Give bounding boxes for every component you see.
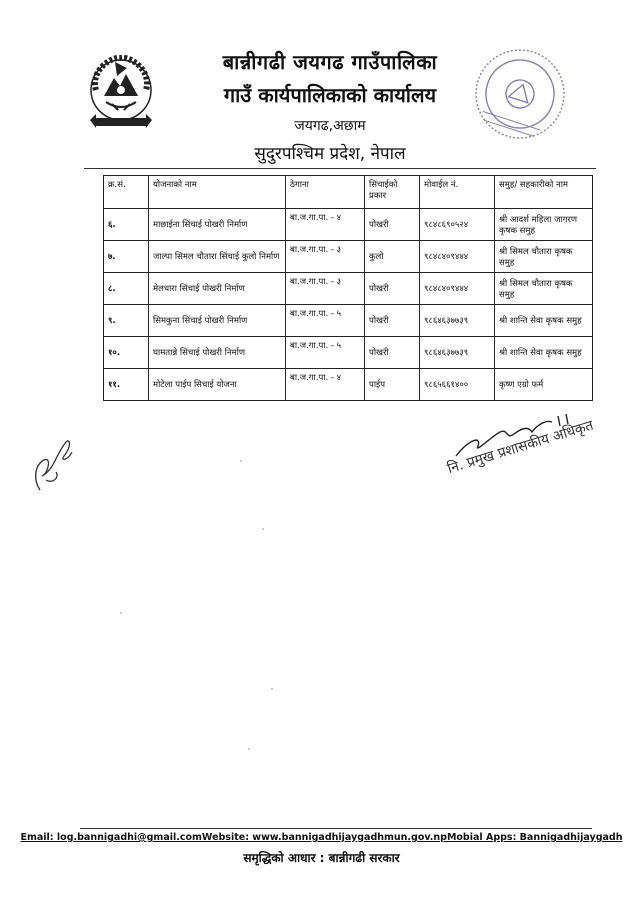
cell-mobile: ९८६४६३७७३९ [420,305,495,337]
cell-mobile: ९८४८६९०५२४ [420,209,495,241]
cell-serial: ११. [104,369,149,401]
scan-speck [271,688,273,690]
cell-group-name: श्री सिमल चौतारा कृषक समुह [495,241,593,273]
table-row [104,337,593,369]
cell-mobile: ९८६४६३७७३९ [420,337,495,369]
cell-serial: १०. [104,337,149,369]
footer-slogan: समृद्धिको आधार : बान्नीगढी सरकार [243,851,400,865]
cell-project-name: माछाईना सिंचाई पोखरी निर्माण [149,209,286,241]
table-header-row [104,176,593,209]
cell-group-name: श्री शान्ति सेवा कृषक समुह [495,305,593,337]
scan-speck [120,612,122,614]
cell-address: बा.ज.गा.पा. - ३ [286,273,365,305]
footer-contact-line: Email: log.bannigadhi@gmail.comWebsite: www.bannigadhijaygadhmun.gov.npMobial Apps: Bannigadhijaygadh [20,832,623,843]
col-header-serial: क्र.सं. [104,176,149,209]
cell-irrigation-type: पोखरी [365,337,420,369]
office-address: जयगढ,अछाम [294,118,366,134]
cell-address: बा.ज.गा.पा. - ३ [286,241,365,273]
header-separator [84,168,596,169]
footer [0,832,643,866]
office-name: गाउँ कार्यपालिकाको कार्यालय [223,83,437,107]
col-header-project-name: योजनाको नाम [149,176,286,209]
nepal-emblem-logo [82,50,160,136]
cell-address: बा.ज.गा.पा. - ५ [286,337,365,369]
cell-irrigation-type: पोखरी [365,305,420,337]
col-header-mobile: मोवाईल नं. [420,176,495,209]
cell-group-name: श्री आदर्श महिला जागरण कृषक समुह [495,209,593,241]
letterhead [150,48,510,164]
cell-mobile: ९८६५६६१४०० [420,369,495,401]
cell-group-name: श्री सिमल चौतारा कृषक समुह [495,273,593,305]
col-header-irrigation-type: सिंचाईको प्रकार [365,176,420,209]
scan-speck [240,460,242,462]
cell-serial: ७. [104,241,149,273]
footer-separator [80,828,592,829]
cell-address: बा.ज.गा.पा. - ४ [286,209,365,241]
cell-mobile: ९८४८४०९४४४ [420,241,495,273]
office-stamp [470,44,570,144]
cell-project-name: सिमकुना सिंचाई पोखरी निर्माण [149,305,286,337]
table-row [104,273,593,305]
table-row [104,209,593,241]
cell-project-name: मेलधारा सिंचाई पोखरी निर्माण [149,273,286,305]
cell-irrigation-type: पोखरी [365,273,420,305]
handwritten-initials [26,430,82,498]
cell-project-name: जाल्पा सिमल चौतारा सिंचाई कुलो निर्माण [149,241,286,273]
projects-table [103,175,593,401]
cell-serial: ८. [104,273,149,305]
province-name: सुदुरपश्चिम प्रदेश, नेपाल [254,144,406,164]
table-row [104,241,593,273]
cell-irrigation-type: कुलो [365,241,420,273]
scan-speck [248,748,250,750]
cell-mobile: ९८४८४०९४४४ [420,273,495,305]
cell-address: बा.ज.गा.पा. - ४ [286,369,365,401]
col-header-group-name: समुह/ सहकारीको नाम [495,176,593,209]
cell-irrigation-type: पोखरी [365,209,420,241]
municipality-name: बान्नीगढी जयगढ गाउँपालिका [222,50,438,74]
cell-project-name: मोटेला पाईप सिचाई योजना [149,369,286,401]
scan-speck [262,528,264,530]
table-row [104,305,593,337]
cell-group-name: श्री शान्ति सेवा कृषक समुह [495,337,593,369]
table-row [104,369,593,401]
cell-project-name: घामतान्ने सिंचाई पोखरी निर्माण [149,337,286,369]
cell-group-name: कृष्ण एग्रो फर्म [495,369,593,401]
signatory-title: नि. प्रमुख प्रशासकीय अधिकृत [445,417,596,478]
col-header-address: ठेगाना [286,176,365,209]
cell-serial: ९. [104,305,149,337]
cell-address: बा.ज.गा.पा. - ५ [286,305,365,337]
cell-irrigation-type: पाईप [365,369,420,401]
cell-serial: ६. [104,209,149,241]
